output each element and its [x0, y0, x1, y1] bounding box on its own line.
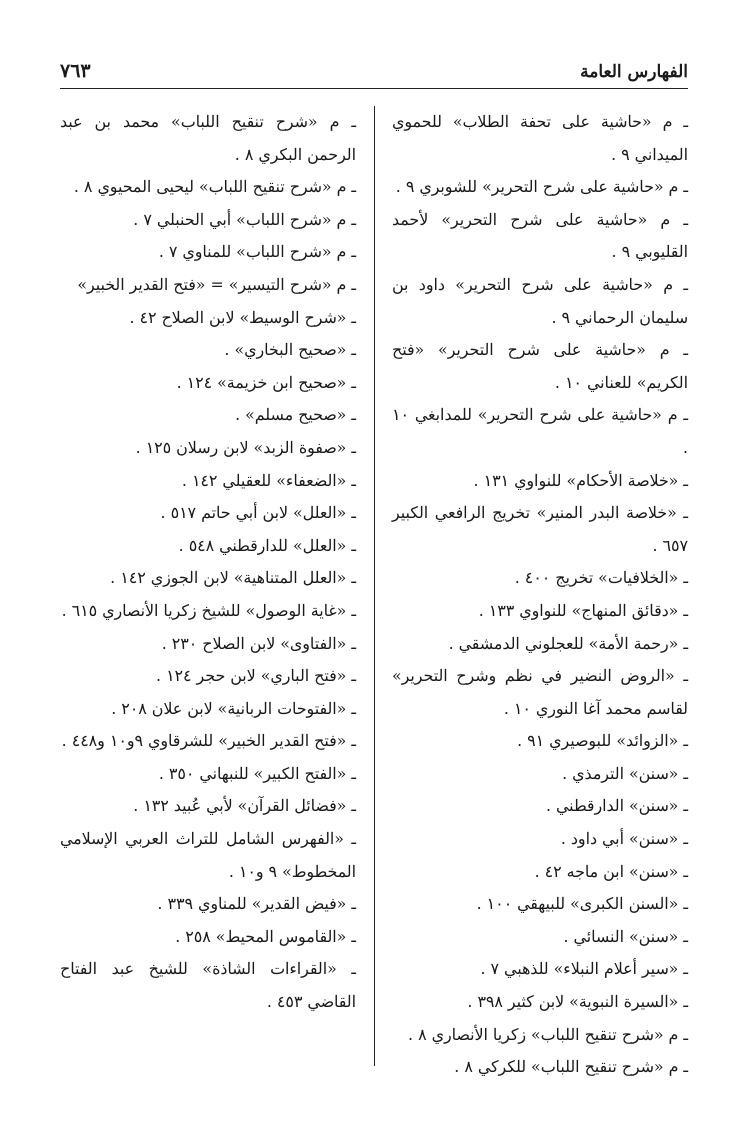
index-entry: ـ م «حاشية على شرح التحرير» للمدابغي ١٠ . — [392, 405, 688, 457]
index-entry: ـ م «شرح تنقيح اللباب» للكركي ٨ . — [454, 1057, 688, 1077]
index-entry: ـ م «حاشية على شرح التحرير» لأحمد القليوبي ٩ . — [392, 209, 688, 262]
index-entry: ـ «العلل» للدارقطني ٥٤٨ . — [178, 535, 356, 555]
page-number: ٧٦٣ — [60, 60, 91, 82]
right-column — [392, 106, 688, 1077]
index-entry: ـ «الروض النضير في نظم وشرح التحرير» لقاسم محمد آغا النوري ١٠ . — [392, 666, 688, 718]
index-entry: ـ «الفتاوى» لابن الصلاح ٢٣٠ . — [161, 633, 356, 653]
index-entry: ـ م «حاشية على شرح التحرير» داود بن سليمان الرحماني ٩ . — [392, 274, 688, 327]
index-entry: ـ «دقائق المنهاج» للنواوي ١٣٣ . — [478, 600, 688, 620]
column-divider — [374, 106, 375, 1066]
index-entry: ـ «السنن الكبرى» للبيهقي ١٠٠ . — [476, 894, 688, 914]
index-entry: ـ م «حاشية على تحفة الطلاب» للحموي الميداني ٩ . — [392, 112, 688, 164]
index-entry: ـ م «حاشية على شرح التحرير» «فتح الكريم» للعناني ١٠ . — [392, 340, 688, 392]
index-entry: ـ «الخلافيات» تخريج ٤٠٠ . — [514, 568, 688, 588]
index-entry: ـ «خلاصة الأحكام» للنواوي ١٣١ . — [473, 470, 688, 490]
index-entry: ـ م «شرح تنقيح اللباب» زكريا الأنصاري ٨ . — [408, 1024, 688, 1044]
index-entry: ـ «رحمة الأمة» للعجلوني الدمشقي . — [448, 633, 688, 653]
left-column — [60, 106, 356, 1066]
index-entry: ـ «الفتوحات الربانية» لابن علان ٢٠٨ . — [111, 698, 356, 718]
index-entry: ـ «فضائل القرآن» لأبي عُبيد ١٣٢ . — [133, 796, 356, 816]
index-entry: ـ م «شرح اللباب» للمناوي ٧ . — [158, 242, 356, 262]
index-entry: ـ «صفوة الزبد» لابن رسلان ١٢٥ . — [135, 437, 356, 457]
page-header — [60, 58, 688, 89]
index-entry: ـ «فتح الباري» لابن حجر ١٢٤ . — [156, 666, 356, 686]
index-entry: ـ «الفهرس الشامل للتراث العربي الإسلامي المخطوط» ٩ و١٠ . — [60, 829, 356, 881]
index-entry: ـ «شرح الوسيط» لابن الصلاح ٤٢ . — [129, 307, 356, 327]
index-entry: ـ «الفتح الكبير» للنبهاني ٣٥٠ . — [158, 763, 356, 783]
index-entry: ـ «خلاصة البدر المنير» تخريج الرافعي الكبير ٦٥٧ . — [392, 503, 688, 555]
index-entry: ـ «صحيح مسلم» . — [235, 405, 356, 425]
index-entry: ـ م «حاشية على شرح التحرير» للشوبري ٩ . — [395, 177, 688, 197]
index-entry: ـ «فيض القدير» للمناوي ٣٣٩ . — [157, 894, 356, 914]
index-entry: ـ «سنن» الترمذي . — [562, 763, 688, 783]
index-entry: ـ «صحيح البخاري» . — [224, 340, 356, 360]
index-entry: ـ «صحيح ابن خزيمة» ١٢٤ . — [176, 372, 356, 392]
index-entry: ـ «الزوائد» للبوصيري ٩١ . — [517, 731, 688, 751]
index-entry: ـ «السيرة النبوية» لابن كثير ٣٩٨ . — [467, 992, 688, 1012]
index-entry: ـ «القاموس المحيط» ٢٥٨ . — [175, 926, 356, 946]
index-entry: ـ «سير أعلام النبلاء» للذهبي ٧ . — [480, 959, 688, 979]
index-entry: ـ «سنن» الدارقطني . — [545, 796, 688, 816]
index-columns — [60, 106, 688, 1077]
index-entry: ـ «العلل المتناهية» لابن الجوزي ١٤٢ . — [110, 568, 356, 588]
running-header-title: الفهارس العامة — [580, 62, 688, 82]
index-entry: ـ م «شرح اللباب» أبي الحنبلي ٧ . — [133, 209, 356, 229]
index-entry: ـ «الضعفاء» للعقيلي ١٤٢ . — [181, 470, 356, 490]
index-entry: ـ «سنن» النسائي . — [563, 926, 688, 946]
index-entry: ـ «فتح القدير الخبير» للشرقاوي ٩و١٠ و٤٤٨ . — [61, 731, 356, 751]
index-entry: ـ «العلل» لابن أبي حاتم ٥١٧ . — [160, 503, 356, 523]
index-entry: ـ م «شرح تنقيح اللباب» ليحيى المحيوي ٨ . — [73, 177, 356, 197]
index-entry: ـ «سنن» أبي داود . — [560, 829, 688, 849]
index-entry: ـ «القراءات الشاذة» للشيخ عبد الفتاح القاضي ٤٥٣ . — [60, 959, 356, 1012]
index-entry: ـ «غاية الوصول» للشيخ زكريا الأنصاري ٦١٥ . — [61, 600, 356, 620]
index-entry: ـ «سنن» ابن ماجه ٤٢ . — [534, 861, 688, 881]
index-entry: ـ م «شرح التيسير» = «فتح القدير الخبير» — [77, 274, 356, 294]
index-entry: ـ م «شرح تنقيح اللباب» محمد بن عبد الرحمن البكري ٨ . — [60, 112, 356, 164]
